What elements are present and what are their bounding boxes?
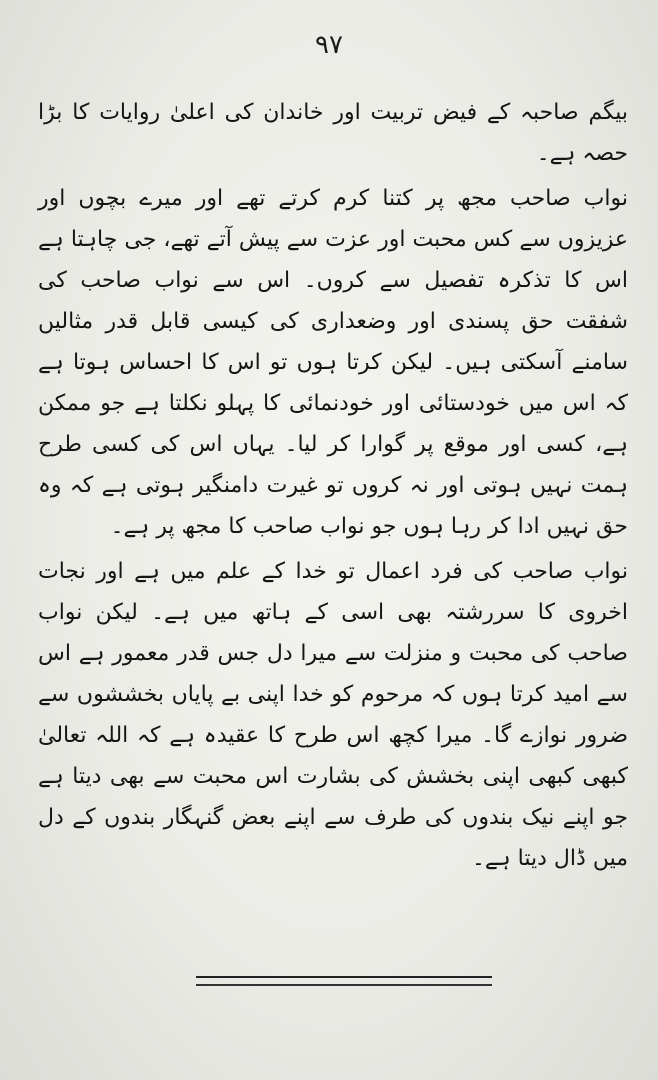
section-end-rule-second (196, 984, 492, 986)
paragraph-3: نواب صاحب کی فرد اعمال تو خدا کے علم میں ہے اور نجات اخروی کا سررشتہ بھی اسی کے ہاتھ میں ہے۔ لیکن نواب صاحب کی محبت و منزلت سے میرا دل جس قدر معمور ہے اس سے امید کرتا ہوں کہ مرحوم کو خدا اپنی بے پایاں بخششوں سے ضرور نوازے گا۔ میرا کچھ اس طرح کا عقیدہ ہے کہ اللہ تعالیٰ کبھی کبھی اپنی بخشش کی بشارت اس محبت سے بھی دیتا ہے جو اپنے نیک بندوں کی طرف سے اپنے بعض گنہگار بندوں کے دل میں ڈال دیتا ہے۔ (38, 559, 628, 871)
section-end-rule (196, 976, 492, 978)
page-number: ۹۷ (315, 30, 343, 60)
paragraph-1: بیگم صاحبہ کے فیض تربیت اور خاندان کی اعلیٰ روایات کا بڑا حصہ ہے۔ (38, 100, 628, 166)
page-body (38, 92, 628, 883)
paragraph-2: نواب صاحب مجھ پر کتنا کرم کرتے تھے اور میرے بچوں اور عزیزوں سے کس محبت اور عزت سے پیش آتے تھے، جی چاہتا ہے اس کا تذکرہ تفصیل سے کروں۔ اس سے نواب صاحب کی شفقت حق پسندی اور وضعداری کی کیسی قابل قدر مثالیں سامنے آسکتی ہیں۔ لیکن کرتا ہوں تو اس کا احساس ہوتا ہے کہ اس میں خودستائی اور خودنمائی کا پہلو نکلتا ہے جو ممکن ہے، کسی اور موقع پر گوارا کر لیا۔ یہاں اس کی کسی طرح ہمت نہیں ہوتی اور نہ کروں تو غیرت دامنگیر ہوتی ہے کہ وہ حق نہیں ادا کر رہا ہوں جو نواب صاحب کا مجھ پر ہے۔ (38, 186, 628, 539)
